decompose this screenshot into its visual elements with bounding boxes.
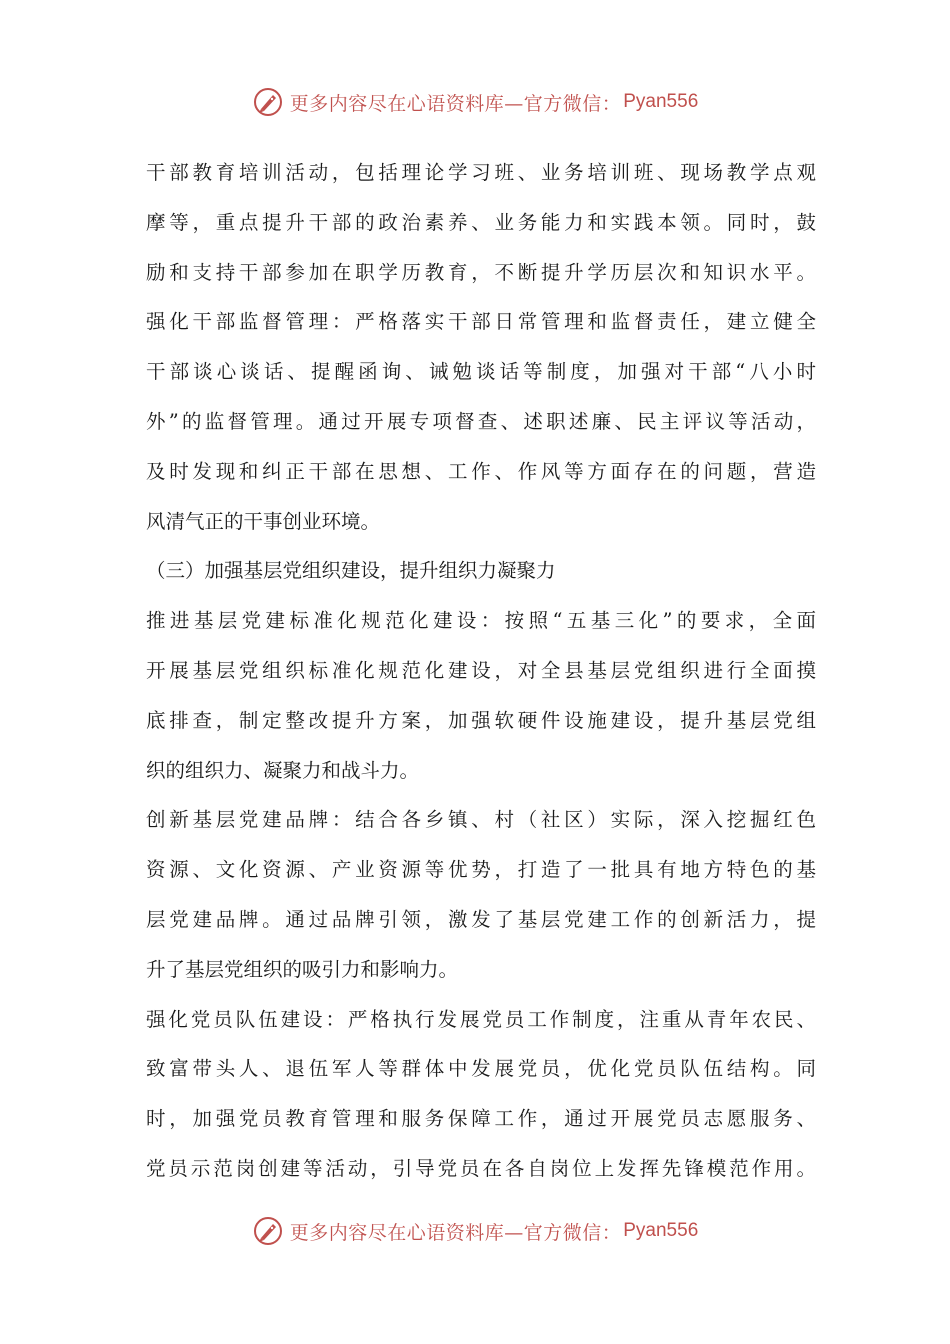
text-line: 推进基层党建标准化规范化建设：按照“五基三化”的要求，全面 <box>146 609 816 633</box>
text-line: 织的组织力、凝聚力和战斗力。 <box>146 758 420 782</box>
footer-watermark-banner <box>0 1211 950 1251</box>
header-watermark-banner <box>0 82 950 122</box>
text-line: 外”的监督管理。通过开展专项督查、述职述廉、民主评议等活动， <box>146 409 816 433</box>
text-line: 开展基层党组织标准化规范化建设，对全县基层党组织进行全面摸 <box>146 658 816 682</box>
text-line: 及时发现和纠正干部在思想、工作、作风等方面存在的问题，营造 <box>146 459 816 483</box>
text-line: 致富带头人、退伍军人等群体中发展党员，优化党员队伍结构。同 <box>146 1057 816 1081</box>
text-line: 时，加强党员教育管理和服务保障工作，通过开展党员志愿服务、 <box>146 1107 816 1131</box>
text-line: 摩等，重点提升干部的政治素养、业务能力和实践本领。同时，鼓 <box>146 210 816 234</box>
text-line: 干部教育培训活动，包括理论学习班、业务培训班、现场教学点观 <box>146 161 816 184</box>
text-line: 党员示范岗创建等活动，引导党员在各自岗位上发挥先锋模范作用。 <box>146 1156 816 1180</box>
text-line: 干部谈心谈话、提醒函询、诫勉谈话等制度，加强对干部“八小时 <box>146 360 816 384</box>
text-line: 风清气正的干事创业环境。 <box>146 509 381 533</box>
banner-wechat-id: Pyan556 <box>623 1220 699 1241</box>
banner-wechat-id: Pyan556 <box>623 91 699 112</box>
pen-nib-logo-icon <box>252 1215 284 1247</box>
text-line: 强化党员队伍建设：严格执行发展党员工作制度，注重从青年农民、 <box>146 1007 816 1031</box>
pen-nib-logo-icon <box>252 86 284 118</box>
text-line: 资源、文化资源、产业资源等优势，打造了一批具有地方特色的基 <box>146 858 816 882</box>
text-line: 创新基层党建品牌：结合各乡镇、村（社区）实际，深入挖掘红色 <box>146 808 816 832</box>
banner-text: 更多内容尽在心语资料库—官方微信： <box>289 92 622 115</box>
document-body <box>146 148 816 1194</box>
text-line: 励和支持干部参加在职学历教育，不断提升学历层次和知识水平。 <box>146 260 816 284</box>
banner-text: 更多内容尽在心语资料库—官方微信： <box>289 1221 622 1244</box>
text-line: 层党建品牌。通过品牌引领，激发了基层党建工作的创新活力，提 <box>146 907 816 931</box>
text-line: 底排查，制定整改提升方案，加强软硬件设施建设，提升基层党组 <box>146 708 816 732</box>
text-line: 升了基层党组织的吸引力和影响力。 <box>146 957 459 981</box>
text-line: 强化干部监督管理：严格落实干部日常管理和监督责任，建立健全 <box>146 310 816 334</box>
section-heading: （三）加强基层党组织建设，提升组织力凝聚力 <box>146 559 556 583</box>
